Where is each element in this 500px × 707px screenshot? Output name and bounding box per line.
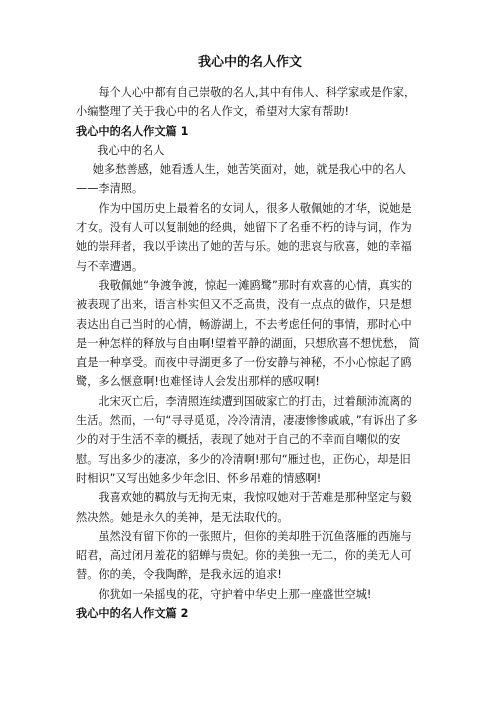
section-subtitle: 我心中的名人 [97,143,165,157]
intro-paragraph: 每个人心中都有自己崇敬的名人,其中有伟人、科学家或是作家，小编整理了关于我心中的名人作文，希望对大家有帮助! [76,86,416,119]
body-paragraph-6: 虽然没有留下你的一张照片，但你的美却胜于沉鱼落雁的西施与昭君，高过闭月羞花的貂蝉与贵妃。你的美独一无二，你的美无人可替。你的美，令我陶醉，是我永远的追求! [76,529,412,582]
body-paragraph-5: 我喜欢她的羁放与无拘无束，我惊叹她对于苦难是那种坚定与毅然决然。她是永久的美神，是无法取代的。 [76,491,412,524]
body-paragraph-4: 北宋灭亡后，李清照连续遭到国破家亡的打击，过着颠沛流离的生活。然而，一句“寻寻觅觅，冷冷清清，凄凄惨惨戚戚，”有诉出了多少的对于生活不幸的概括，表现了她对于自己的不幸而自嘲似的安慰。写出多少的凄凉，多少的冷清啊!那句“雁过也，正伤心，却是旧时相识”又写出她多少年念旧、怀乡吊难的情感啊! [76,394,418,485]
document-body [76,83,421,623]
body-paragraph-2: 作为中国历史上最着名的女词人，很多人敬佩她的才华，说她是才女。没有人可以复制她的经典，她留下了名垂不朽的诗与词，作为她的崇拜者，我以乎读出了她的苦与乐。她的悲哀与欣喜，她的幸福与不幸遭遇。 [76,201,412,273]
section-heading-2: 我心中的名人作文篇 2 [76,607,189,621]
document-title: 我心中的名人作文 [197,55,302,70]
section-heading-1: 我心中的名人作文篇 1 [76,124,189,138]
body-paragraph-7: 你犹如一朵摇曳的花，守护着中华史上那一座盛世空城! [98,587,372,601]
body-paragraph-3: 我敬佩她“争渡争渡，惊起一滩鸥鹭”那时有欢喜的心情，真实的被表现了出来，语言朴实但又不乏高贵，没有一点点的做作，只是想表达出自己当时的心情，畅游湖上，不去考虑任何的事情，那时心中是一种怎样的释放与自由啊!望着平静的湖面，只想欣喜不想忧愁， 简直是一种享受。而夜中寻湖更多了一份安静与神秘，不小心惊起了鸥鹭，多么惬意啊!也难怪诗人会发出那样的感叹啊! [76,278,420,389]
body-paragraph-1: 她多愁善感，她看透人生，她苦笑面对，她，就是我心中的名人——李清照。 [76,163,407,196]
